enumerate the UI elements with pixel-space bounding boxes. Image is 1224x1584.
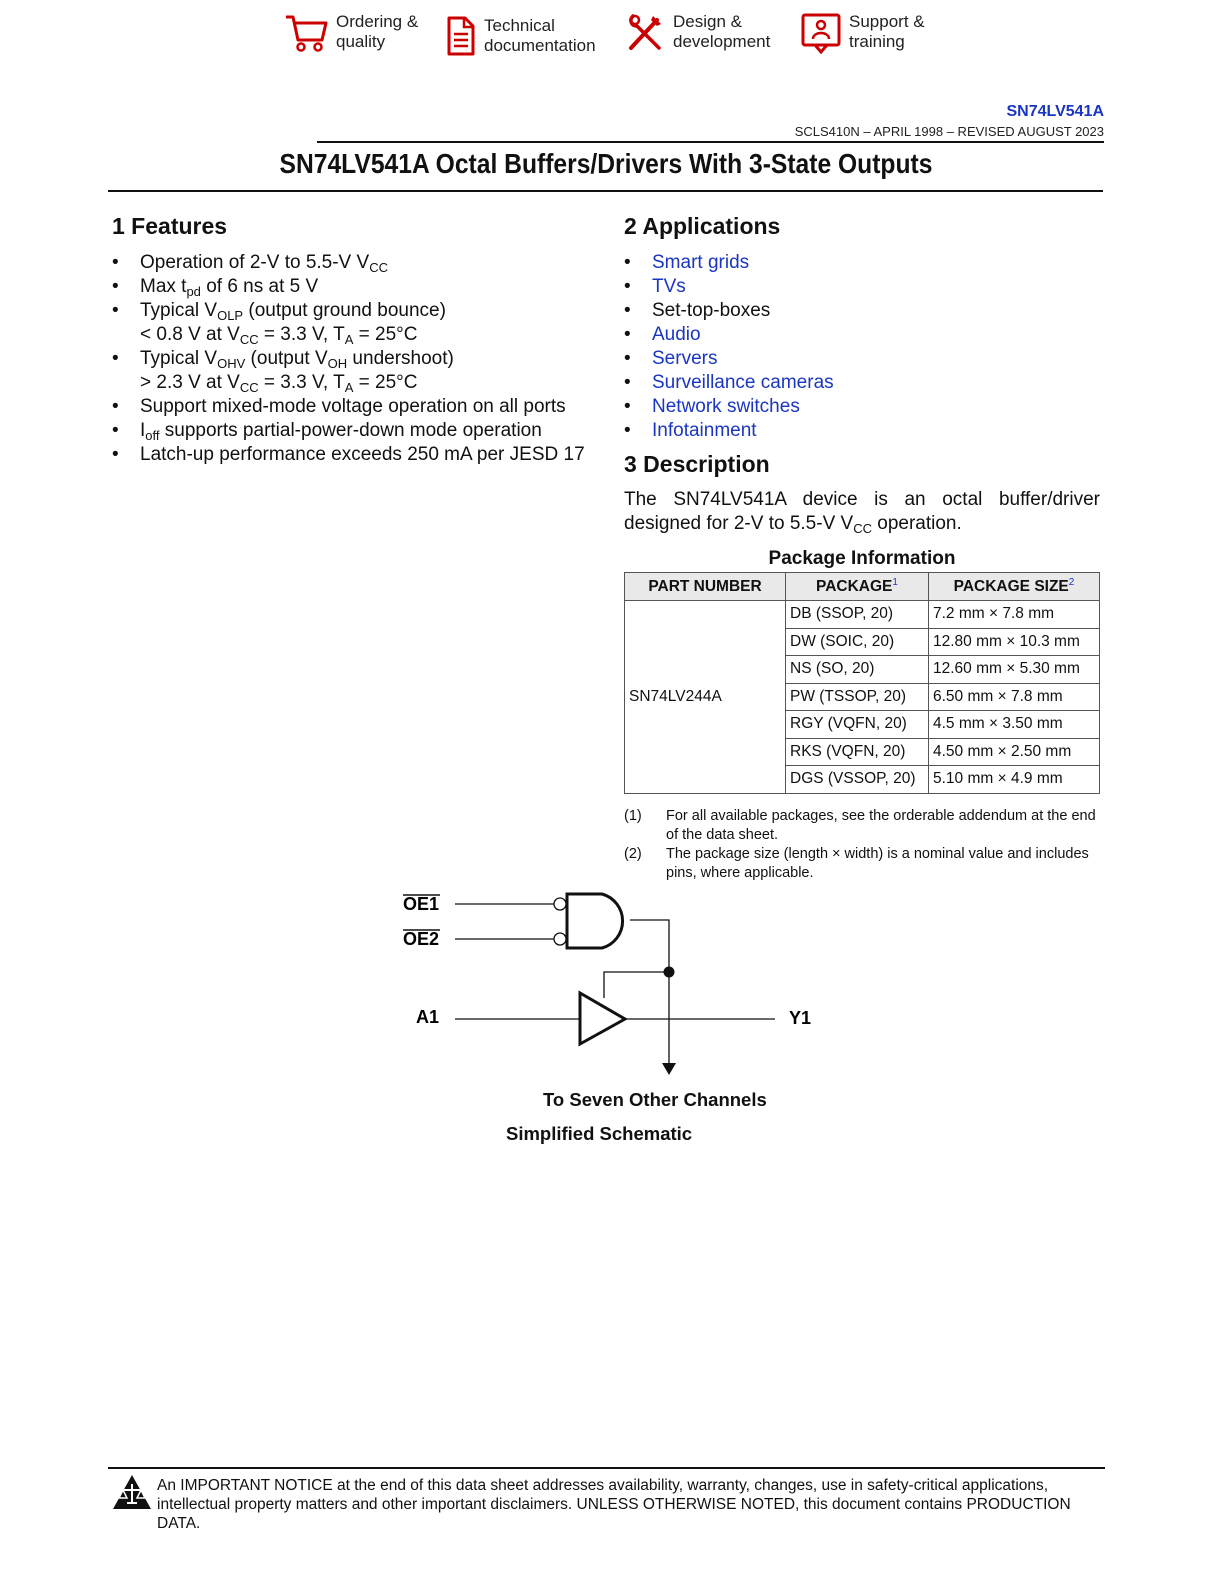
package-size-cell: 12.80 mm × 10.3 mm bbox=[929, 628, 1100, 656]
title-rule bbox=[108, 190, 1103, 192]
package-size-cell: 5.10 mm × 4.9 mm bbox=[929, 766, 1100, 794]
package-cell: DW (SOIC, 20) bbox=[786, 628, 929, 656]
list-item[interactable] bbox=[624, 323, 1100, 347]
list-item: • Operation of 2-V to 5.5-V $V_{CC}$ bbox=[112, 251, 592, 275]
description-text: The SN74LV541A device is an octal buffer/driver designed for 2-V to 5.5-V $V_{CC}$ operation. bbox=[624, 489, 1100, 536]
app-link[interactable]: TVs bbox=[652, 276, 686, 297]
col-package: PACKAGE$^1$ bbox=[786, 573, 929, 601]
footnote-2: (2) The package size (length × width) is a nominal value and includes pins, where applicable. bbox=[624, 846, 1089, 881]
oe1-label: OE1 bbox=[403, 894, 440, 914]
package-cell: RKS (VQFN, 20) bbox=[786, 738, 929, 766]
app-text: Set-top-boxes bbox=[652, 300, 771, 321]
applications-list bbox=[624, 251, 1100, 443]
features-list bbox=[112, 251, 592, 467]
nav-ordering-label: Ordering & quality bbox=[336, 12, 419, 51]
package-cell: DB (SSOP, 20) bbox=[786, 601, 929, 629]
simplified-schematic bbox=[390, 885, 830, 1085]
list-item bbox=[624, 299, 1100, 323]
nav-technical-label: Technical documentation bbox=[484, 16, 596, 55]
applications-heading: 2 Applications bbox=[624, 213, 781, 239]
part-number-link[interactable]: SN74LV541A bbox=[1006, 103, 1104, 120]
y1-label: Y1 bbox=[789, 1008, 812, 1028]
app-link[interactable]: Network switches bbox=[652, 396, 800, 417]
header-rule bbox=[317, 141, 1104, 143]
list-item[interactable] bbox=[624, 347, 1100, 371]
app-link[interactable]: Audio bbox=[652, 324, 701, 345]
nav-support-training[interactable] bbox=[801, 12, 925, 54]
footer-rule bbox=[108, 1467, 1105, 1469]
list-item: • Max $t_{pd}$ of 6 ns at 5 V bbox=[112, 275, 592, 299]
list-item: • $I_{off}$ supports partial-power-down mode operation bbox=[112, 419, 592, 443]
features-heading: 1 Features bbox=[112, 213, 228, 239]
app-link[interactable]: Infotainment bbox=[652, 420, 757, 441]
app-link[interactable]: Smart grids bbox=[652, 252, 750, 273]
app-link[interactable]: Surveillance cameras bbox=[652, 372, 834, 393]
list-item[interactable] bbox=[624, 395, 1100, 419]
description-heading: 3 Description bbox=[624, 451, 770, 477]
nav-ordering-quality[interactable] bbox=[284, 12, 418, 54]
revision-info: SCLS410N – APRIL 1998 – REVISED AUGUST 2023 bbox=[794, 124, 1104, 139]
col-package-size: PACKAGE SIZE$^2$ bbox=[929, 573, 1100, 601]
package-size-cell: 4.50 mm × 2.50 mm bbox=[929, 738, 1100, 766]
list-item: • Latch-up performance exceeds 250 mA per JESD 17 bbox=[112, 443, 592, 467]
warning-scales-icon bbox=[112, 1474, 152, 1510]
nav-support-label: Support & training bbox=[849, 12, 925, 51]
list-item[interactable] bbox=[624, 251, 1100, 275]
package-size-cell: 6.50 mm × 7.8 mm bbox=[929, 683, 1100, 711]
list-item[interactable] bbox=[624, 371, 1100, 395]
list-item: • Support mixed-mode voltage operation on all ports bbox=[112, 395, 592, 419]
support-icon bbox=[801, 12, 841, 54]
list-item: • Typical $V_{OHV}$ (output $V_{OH}$ undershoot) > 2.3 V at $V_{CC} = 3.3$ V, $T_A = 25^\circ C$ bbox=[112, 347, 592, 395]
table-header-row bbox=[625, 573, 1100, 601]
package-size-cell: 12.60 mm × 5.30 mm bbox=[929, 656, 1100, 684]
list-item[interactable] bbox=[624, 419, 1100, 443]
nav-design-development[interactable] bbox=[627, 12, 770, 52]
col-part-number: PART NUMBER bbox=[625, 573, 786, 601]
tools-icon bbox=[627, 12, 665, 52]
page-title: SN74LV541A Octal Buffers/Drivers With 3-State Outputs bbox=[279, 148, 933, 179]
package-size-cell: 4.5 mm × 3.50 mm bbox=[929, 711, 1100, 739]
table-row bbox=[625, 601, 1100, 629]
list-item[interactable] bbox=[624, 275, 1100, 299]
package-cell: PW (TSSOP, 20) bbox=[786, 683, 929, 711]
table-title: Package Information bbox=[768, 548, 956, 569]
schematic-caption: Simplified Schematic bbox=[506, 1123, 693, 1144]
schematic-note: To Seven Other Channels bbox=[543, 1089, 767, 1110]
list-item: • Typical $V_{OLP}$ (output ground bounce) < 0.8 V at $V_{CC} = 3.3$ V, $T_A = 25^\circ C$ bbox=[112, 299, 592, 347]
nav-technical-documentation[interactable] bbox=[446, 16, 596, 56]
a1-label: A1 bbox=[416, 1007, 440, 1027]
package-cell: DGS (VSSOP, 20) bbox=[786, 766, 929, 794]
shopping-cart-icon bbox=[284, 12, 328, 54]
package-cell: NS (SO, 20) bbox=[786, 656, 929, 684]
oe2-label: OE2 bbox=[403, 929, 440, 949]
part-number-cell: SN74LV244A bbox=[625, 601, 786, 794]
nav-design-label: Design & development bbox=[673, 12, 771, 51]
document-icon bbox=[446, 16, 476, 56]
package-table bbox=[624, 572, 1100, 794]
package-size-cell: 7.2 mm × 7.8 mm bbox=[929, 601, 1100, 629]
footnote-1: (1) For all available packages, see the orderable addendum at the end of the data sheet. bbox=[624, 808, 1096, 843]
package-cell: RGY (VQFN, 20) bbox=[786, 711, 929, 739]
app-link[interactable]: Servers bbox=[652, 348, 718, 369]
important-notice: An IMPORTANT NOTICE at the end of this data sheet addresses availability, warranty, changes, use in safety-critical applications, intellectual property matters and other important disclaimers. UNLESS OTHERWISE NOTED, this document contains PRODUCTION DATA. bbox=[157, 1477, 1071, 1532]
